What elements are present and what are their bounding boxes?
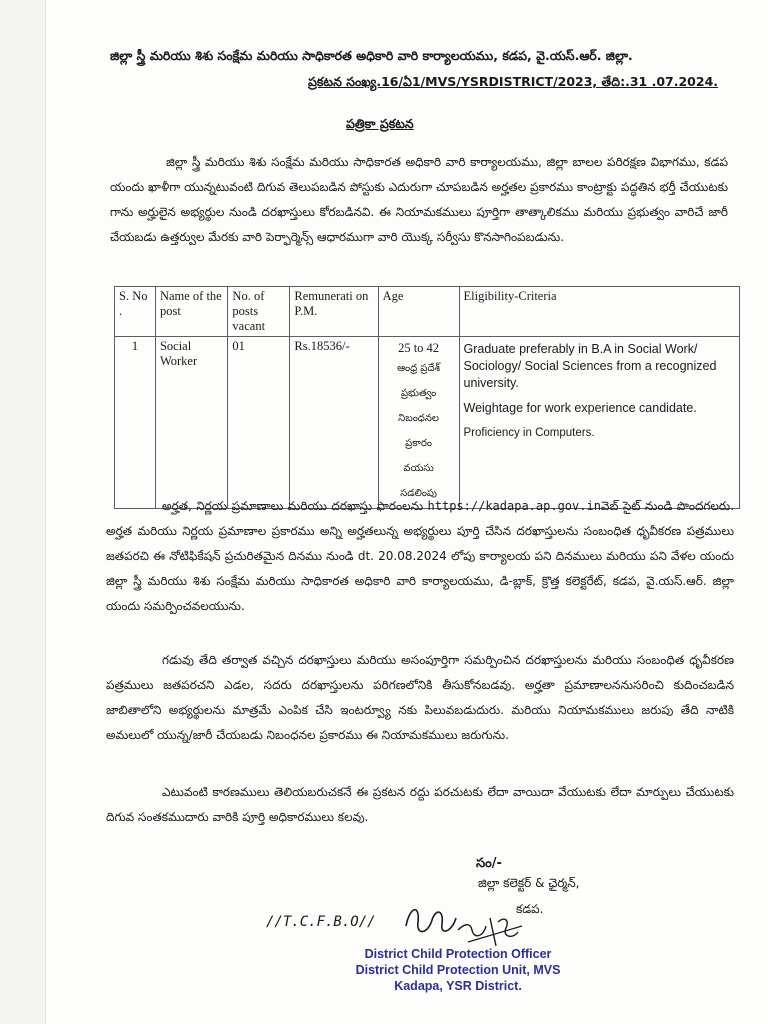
eligibility-criterion: Weightage for work experience candidate.	[463, 401, 697, 415]
intro-paragraph: జిల్లా స్త్రీ మరియు శిశు సంక్షేమ మరియు సాధికారత అధికారి వారి కార్యాలయము, జిల్లా బాలల పరిరక్షణ విభాగము, కడప యందు ఖాళీగా యున్నటువంటి దిగువ తెలుపబడిన పోస్టుకు ఎదురుగా చూపబడిన అర్హతల ప్రకారము కాంట్రాక్టు పద్ధతిన భర్తీ చేయుటకు గాను అర్హులైన అభ్యర్థుల నుండి దరఖాస్తులు కోరబడినవి. ఈ నియామకములు పూర్తిగా తాత్కాలికము మరియు ప్రభుత్వం వారిచే జారీ చేయబడు ఉత్తర్వుల మేరకు వారి పెర్ఫార్మెన్స్ ఆధారముగా వారి యొక్క సర్వీసు కొనసాగింపబడును.	[110, 155, 728, 244]
eligibility-criterion: Proficiency in Computers.	[463, 427, 595, 439]
seal-line: District Child Protection Unit, MVS	[355, 963, 561, 977]
vacancy-table	[114, 286, 740, 509]
seal-line: District Child Protection Officer	[364, 947, 552, 961]
official-seal	[338, 946, 578, 994]
header-sno: S. No .	[115, 287, 156, 337]
header-post-name: Name of the post	[155, 287, 227, 337]
table-row	[115, 337, 740, 509]
cell-post-name: Social Worker	[155, 337, 227, 509]
notice-number: ప్రకటన సంఖ్య.16/ఏ1/MVS/YSRDISTRICT/2023, తేది:.31 .07.2024.	[308, 74, 719, 89]
handwritten-note: //T.C.F.B.O//	[266, 914, 376, 930]
header-posts-vacant: No. of posts vacant	[228, 287, 290, 337]
cell-posts-vacant: 01	[228, 337, 290, 509]
website-link[interactable]: https://kadapa.ap.gov.in	[427, 499, 601, 513]
header-remuneration: Remunerati on P.M.	[290, 287, 378, 337]
cell-eligibility	[459, 337, 740, 509]
notice-page	[46, 0, 768, 1024]
age-relaxation-line: ప్రకారం	[405, 438, 432, 449]
signature-mark: సం/-	[476, 856, 502, 871]
signatory-designation: జిల్లా కలెక్టర్ & ఛైర్మన్,	[478, 876, 580, 890]
rejection-paragraph: గడువు తేది తర్వాత వచ్చిన దరఖాస్తులు మరియు అసంపూర్తిగా సమర్పించిన దరఖాస్తులను మరియు సంబంధిత ధృవీకరణ పత్రములు జతపరచని ఎడల, సదరు దరఖాస్తులను పరిగణలోనికి తీసుకోనబడవు. అర్హతా ప్రమాణాలననుసరించి కుదించబడిన జాబితాలోని అభ్యర్థులను మాత్రమే ఎంపిక చేసి ఇంటర్వ్యూ నకు పిలువబడుదురు. మరియు నియామకములు జరుపు తేది నాటికి అమలులో యున్న/జారీ చేయబడు నిబంధనల ప్రకారము ఈ నియామకములు జరుగును.	[106, 653, 734, 742]
age-range: 25 to 42	[398, 341, 440, 355]
age-relaxation-line: నిబంధనల	[398, 413, 439, 424]
table-header-row	[115, 287, 740, 337]
cell-remuneration: Rs.18536/-	[290, 337, 378, 509]
header-age: Age	[378, 287, 459, 337]
age-relaxation-line: ప్రభుత్వం	[400, 388, 437, 399]
eligibility-criterion: Graduate preferably in B.A in Social Work/ Sociology/ Social Sciences from a recognized university.	[463, 342, 717, 390]
application-paragraph	[106, 494, 734, 619]
cell-age	[378, 337, 459, 509]
application-text-start: అర్హత, నిర్ణయ ప్రమాణాలు మరియు దరఖాస్తు ఫారంలను	[162, 499, 428, 513]
seal-line: Kadapa, YSR District.	[394, 979, 522, 993]
header-eligibility: Eligibility-Criteria	[459, 287, 740, 337]
cell-sno: 1	[115, 337, 156, 509]
age-relaxation-line: సడలింపు	[400, 488, 437, 499]
signatory-place: కడప.	[516, 902, 544, 916]
office-header: జిల్లా స్త్రీ మరియు శిశు సంక్షేమ మరియు సాధికారత అధికారి వారి కార్యాలయము, కడప, వై.యస్.ఆర్. జిల్లా.	[110, 48, 633, 63]
rights-paragraph: ఎటువంటి కారణములు తెలియబరుచకనే ఈ ప్రకటన రద్దు పరచుటకు లేదా వాయిదా వేయుటకు లేదా మార్పులు చేయుటకు దిగువ సంతకముదారు వారికి పూర్తి అధికారములు కలవు.	[106, 785, 734, 824]
notice-title: పత్రికా ప్రకటన	[346, 116, 414, 131]
application-text-rest: వెబ్ సైట్ నుండి పొందగలరు. అర్హత మరియు నిర్ణయ ప్రమాణాల ప్రకారము అన్ని అర్హతలున్న అభ్యర్థులు పూర్తి చేసిన దరఖాస్తులను సంబంధిత ధృవీకరణ పత్రములు జతపరచి ఈ నోటిఫికేషన్ ప్రచురితమైన దినము నుండి dt. 20.08.2024 లోపు కార్యాలయ పని దినములు మరియు పని వేళల యందు జిల్లా స్త్రీ మరియు శిశు సంక్షేమ మరియు సాధికారత అధికారి వారి కార్యాలయము, డి-బ్లాక్, క్రొత్త కలెక్టరేట్, కడప, వై.యస్.ఆర్. జిల్లా యందు సమర్పించవలయును.	[106, 499, 735, 613]
age-relaxation-line: వయసు	[403, 463, 434, 474]
age-relaxation-line: ఆంధ్ర ప్రదేశ్	[397, 363, 441, 374]
